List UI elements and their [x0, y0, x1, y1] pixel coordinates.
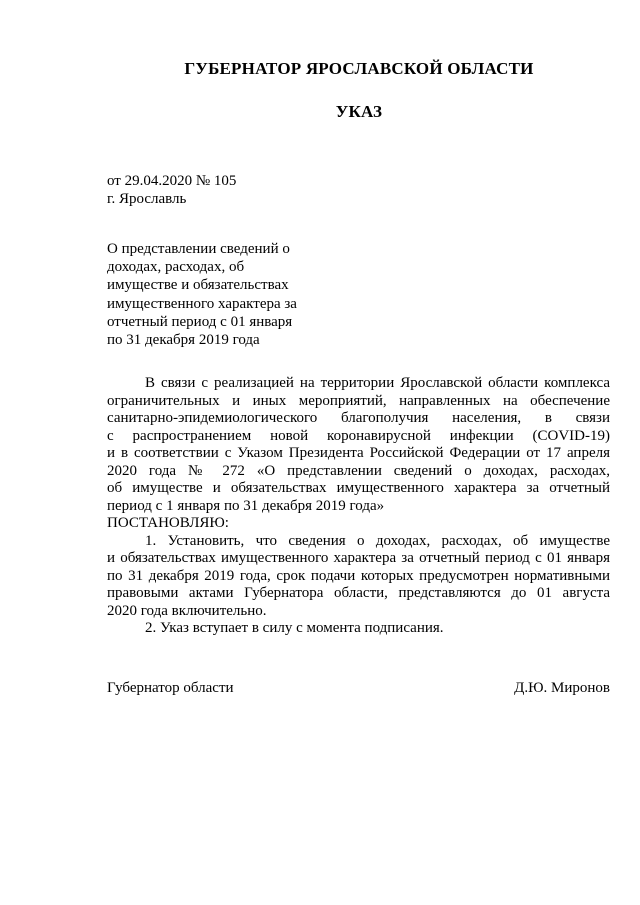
item-1-line: по 31 декабря 2019 года, срок подачи которых предусмотрен нормативными — [107, 567, 610, 584]
preamble-line: В связи с реализацией на территории Ярославской области комплекса — [145, 375, 610, 391]
preamble-line: с распространением новой коронавирусной инфекции (COVID-19) — [107, 427, 610, 444]
preamble-line: санитарно-эпидемиологического благополучия населения, в связи — [107, 410, 610, 426]
item-2: 2. Указ вступает в силу с момента подписания. — [145, 620, 444, 636]
item-1-line: и обязательствах имущественного характера за отчетный период с 01 января — [107, 550, 610, 566]
authority-title: ГУБЕРНАТОР ЯРОСЛАВСКОЙ ОБЛАСТИ — [184, 59, 534, 78]
subject-line: доходах, расходах, об — [107, 259, 245, 276]
subject-line: по 31 декабря 2019 года — [107, 332, 260, 349]
item-1-line: 1. Установить, что сведения о доходах, расходах, об имуществе — [145, 532, 610, 549]
document-body — [107, 375, 610, 638]
signatory-name: Д.Ю. Миронов — [514, 680, 610, 696]
preamble-line: и в соответствии с Указом Президента Российской Федерации от 17 апреля — [107, 445, 610, 461]
item-1-line: 2020 года включительно. — [107, 602, 267, 619]
date-number: от 29.04.2020 № 105 — [107, 173, 237, 189]
document-type-title: УКАЗ — [335, 102, 383, 121]
city: г. Ярославль — [107, 191, 187, 207]
subject-line: О представлении сведений о — [107, 241, 290, 257]
subject-line: имуществе и обязательствах — [107, 277, 289, 294]
subject-line: отчетный период с 01 января — [107, 313, 293, 330]
preamble-line: период с 1 января по 31 декабря 2019 года» — [107, 497, 385, 514]
preamble-paragraph — [107, 375, 610, 515]
signatory-position: Губернатор области — [107, 680, 234, 696]
item-1 — [107, 533, 610, 621]
document-meta — [107, 172, 236, 208]
document-subject — [107, 240, 322, 349]
preamble-line: об имуществе и обязательствах имущественного характера за отчетный — [107, 480, 610, 496]
subject-line: имущественного характера за — [107, 295, 297, 312]
resolve-word: ПОСТАНОВЛЯЮ: — [107, 515, 229, 531]
preamble-line: 2020 года № 272 «О представлении сведений о доходах, расходах, — [107, 462, 610, 479]
preamble-line: ограничительных и иных мероприятий, направленных на обеспечение — [107, 392, 610, 409]
item-1-line: правовыми актами Губернатора области, представляются до 01 августа — [107, 585, 610, 601]
